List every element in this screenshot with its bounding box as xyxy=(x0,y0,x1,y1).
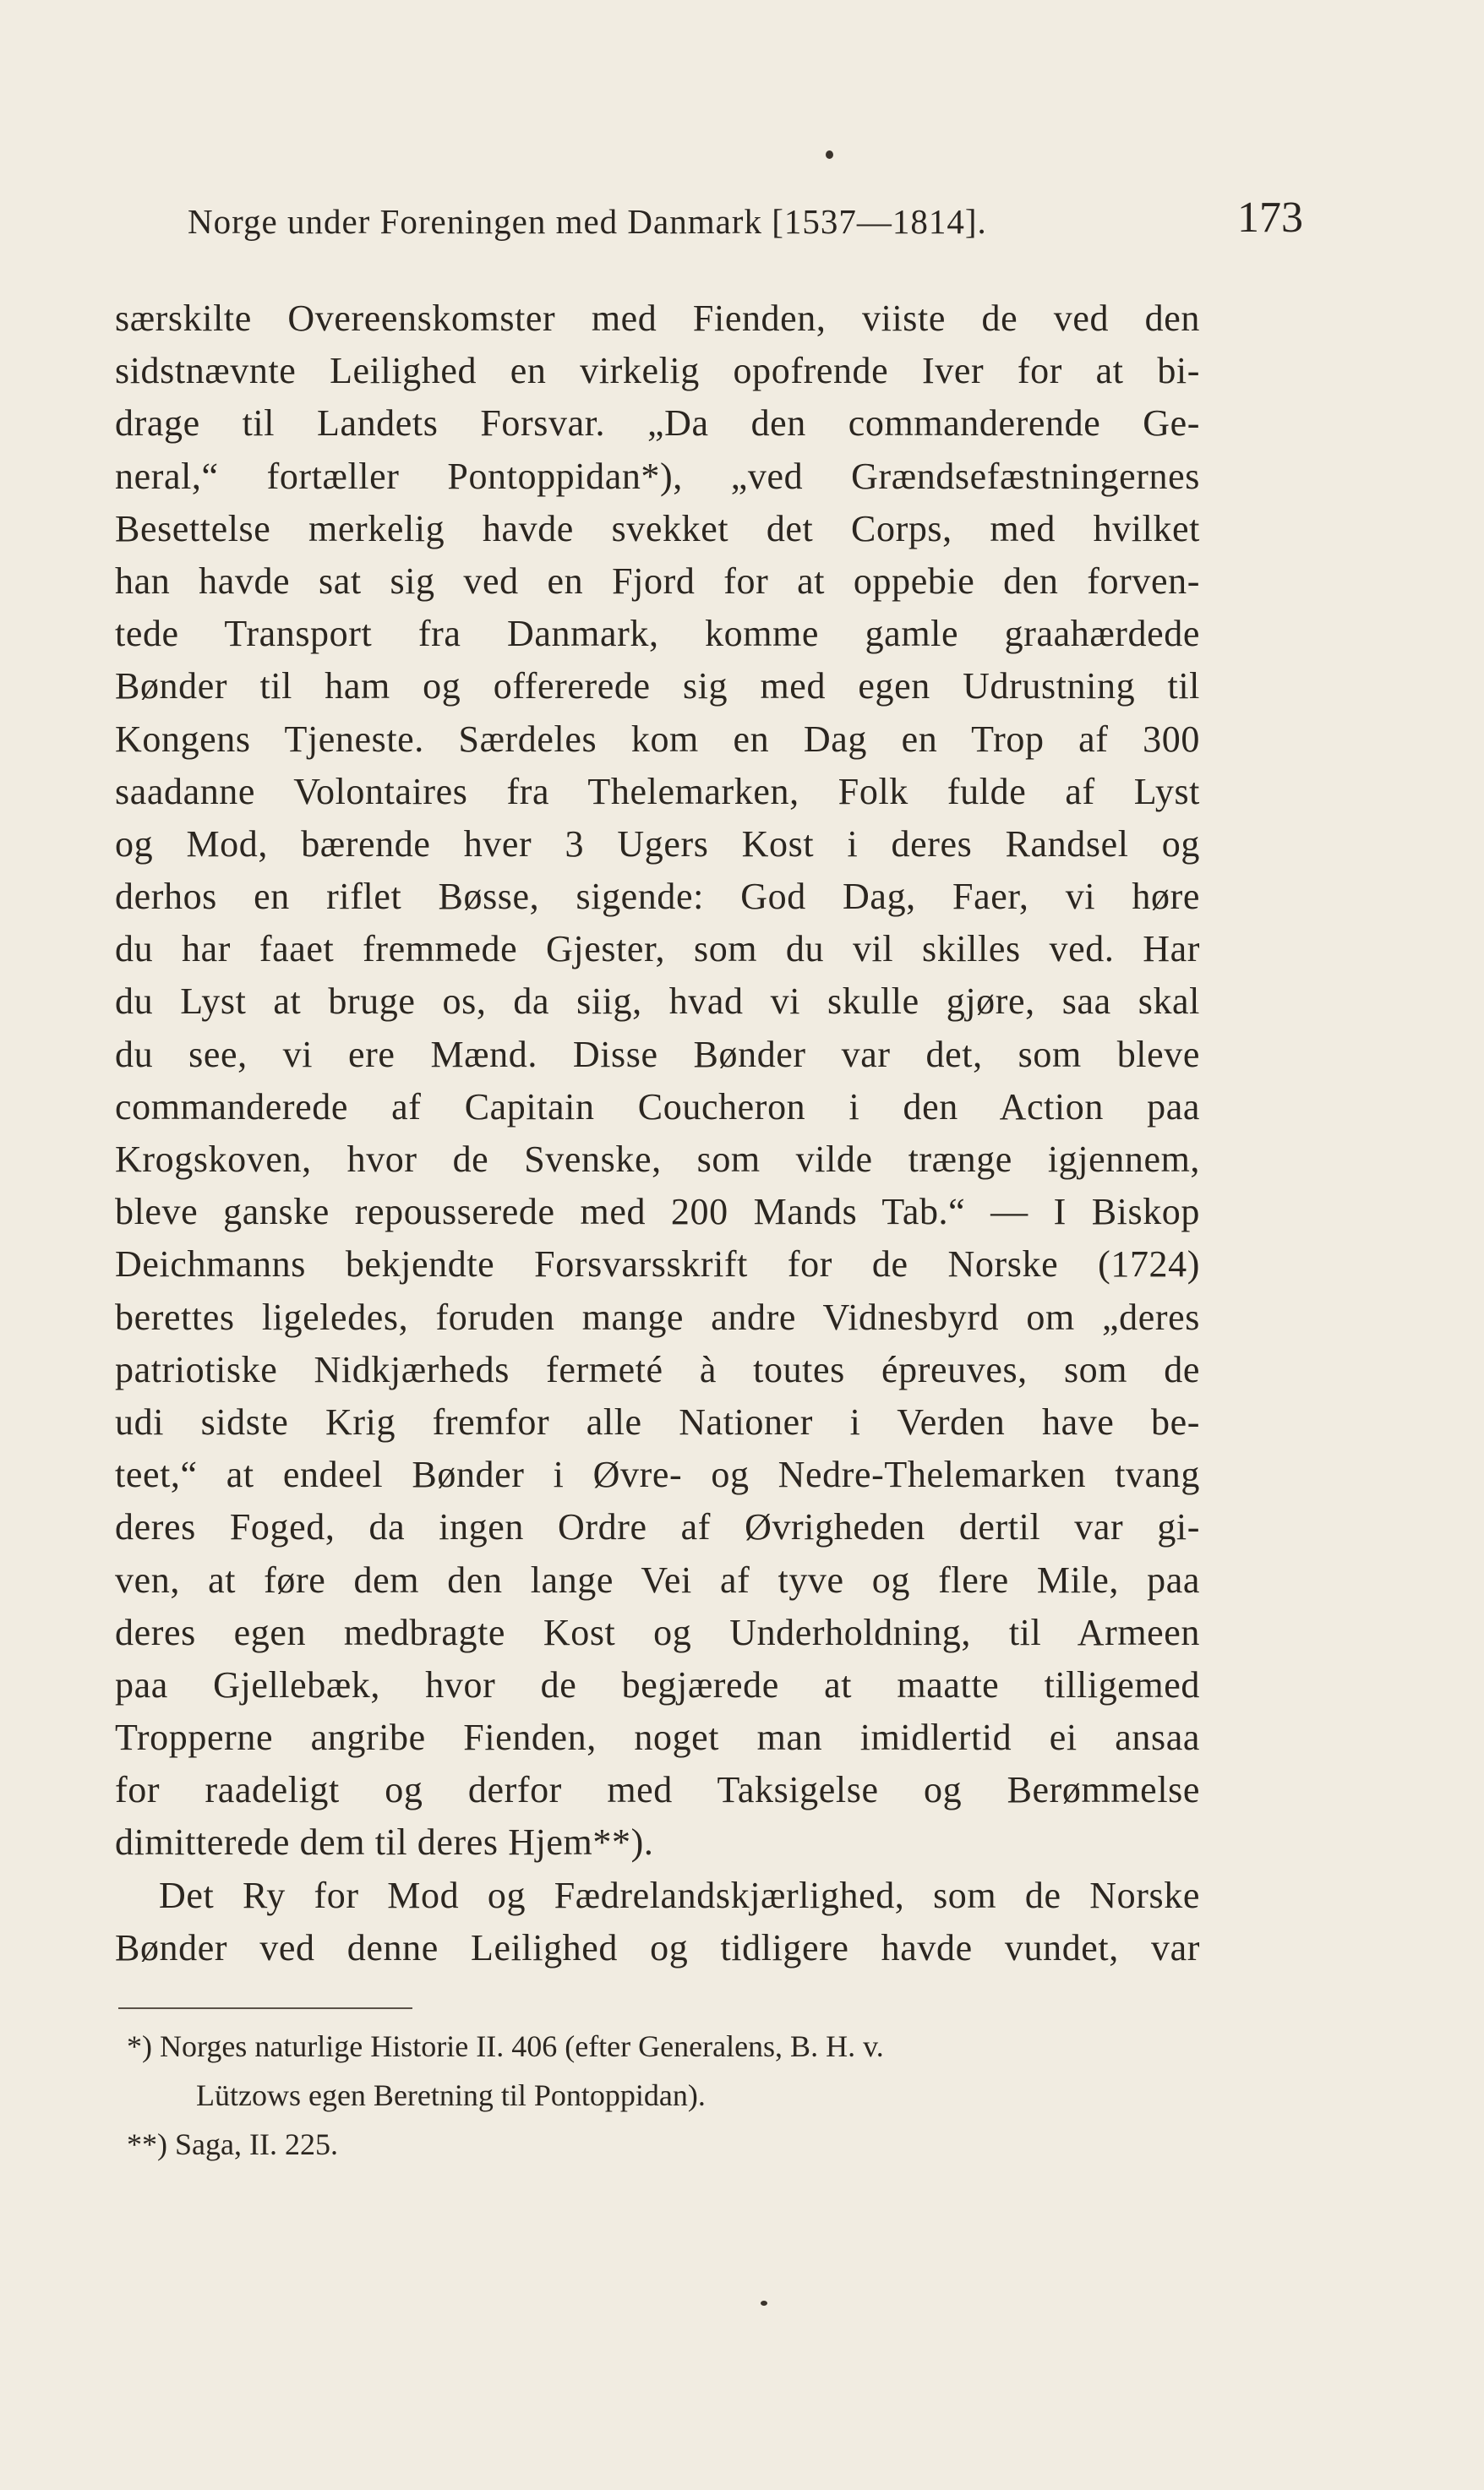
body-text xyxy=(115,292,1200,1974)
text-line: deres egen medbragte Kost og Underholdning, til Armeen xyxy=(115,1611,1200,1653)
footnote-1-continuation: Lützows egen Beretning til Pontoppidan). xyxy=(196,2078,706,2112)
text-line: udi sidste Krig fremfor alle Nationer i Verden have be- xyxy=(115,1401,1200,1443)
text-line: Deichmanns bekjendte Forsvarsskrift for de Norske (1724) xyxy=(115,1243,1200,1286)
footnote-2: **) Saga, II. 225. xyxy=(127,2127,338,2161)
text-line: for raadeligt og derfor med Taksigelse og Berømmelse xyxy=(115,1769,1200,1811)
text-line: saadanne Volontaires fra Thelemarken, Folk fulde af Lyst xyxy=(115,770,1200,812)
page-number: 173 xyxy=(1237,194,1303,242)
text-line: Bønder til ham og offererede sig med egen Udrustning til xyxy=(115,665,1200,707)
running-head: Norge under Foreningen med Danmark [1537—1814]. xyxy=(188,202,987,241)
footnote-rule xyxy=(118,2007,412,2009)
text-line: patriotiske Nidkjærheds fermeté à toutes épreuves, som de xyxy=(115,1348,1200,1390)
footnotes xyxy=(127,2022,1200,2169)
ink-speck xyxy=(826,150,833,159)
paragraph-start-line: Det Ry for Mod og Fædrelandskjærlighed, som de Norske xyxy=(159,1874,1200,1916)
text-line: Tropperne angribe Fienden, noget man imidlertid ei ansaa xyxy=(115,1717,1200,1759)
ink-speck xyxy=(761,2301,767,2306)
text-line: Krogskoven, hvor de Svenske, som vilde trænge igjennem, xyxy=(115,1139,1200,1180)
text-line: ven, at føre dem den lange Vei af tyve og flere Mile, paa xyxy=(115,1559,1200,1601)
text-line: paa Gjellebæk, hvor de begjærede at maatte tilligemed xyxy=(115,1663,1200,1706)
text-line: deres Foged, da ingen Ordre af Øvrigheden dertil var gi- xyxy=(115,1506,1200,1548)
text-line: berettes ligeledes, foruden mange andre Vidnesbyrd om „deres xyxy=(115,1296,1200,1338)
paragraph-end-line: dimitterede dem til deres Hjem**). xyxy=(115,1821,654,1864)
text-line: drage til Landets Forsvar. „Da den commanderende Ge- xyxy=(115,402,1200,445)
text-line: Besettelse merkelig havde svekket det Corps, med hvilket xyxy=(115,507,1200,549)
text-line: Bønder ved denne Leilighed og tidligere havde vundet, var xyxy=(115,1926,1200,1969)
text-line: sidstnævnte Leilighed en virkelig opofrende Iver for at bi- xyxy=(115,350,1200,392)
text-line: Kongens Tjeneste. Særdeles kom en Dag en Trop af 300 xyxy=(115,718,1200,760)
text-line: du Lyst at bruge os, da siig, hvad vi skulle gjøre, saa skal xyxy=(115,980,1200,1023)
text-line: tede Transport fra Danmark, komme gamle graahærdede xyxy=(115,613,1200,655)
text-line: du har faaet fremmede Gjester, som du vil skilles ved. Har xyxy=(115,928,1200,970)
text-line: og Mod, bærende hver 3 Ugers Kost i deres Randsel og xyxy=(115,822,1200,865)
text-line: teet,“ at endeel Bønder i Øvre- og Nedre-Thelemarken tvang xyxy=(115,1454,1200,1496)
text-line: derhos en riflet Bøsse, sigende: God Dag, Faer, vi høre xyxy=(115,876,1200,918)
text-line: bleve ganske repousserede med 200 Mands Tab.“ — I Biskop xyxy=(115,1191,1200,1233)
text-line: særskilte Overeenskomster med Fienden, viiste de ved den xyxy=(115,298,1200,339)
footnote-1: *) Norges naturlige Historie II. 406 (efter Generalens, B. H. v. xyxy=(127,2029,884,2063)
text-line: neral,“ fortæller Pontoppidan*), „ved Grændsefæstningernes xyxy=(115,455,1200,497)
page-header xyxy=(188,193,1303,252)
text-line: commanderede af Capitain Coucheron i den Action paa xyxy=(115,1085,1200,1128)
text-line: du see, vi ere Mænd. Disse Bønder var det, som bleve xyxy=(115,1033,1200,1075)
text-line: han havde sat sig ved en Fjord for at oppebie den forven- xyxy=(115,560,1200,602)
